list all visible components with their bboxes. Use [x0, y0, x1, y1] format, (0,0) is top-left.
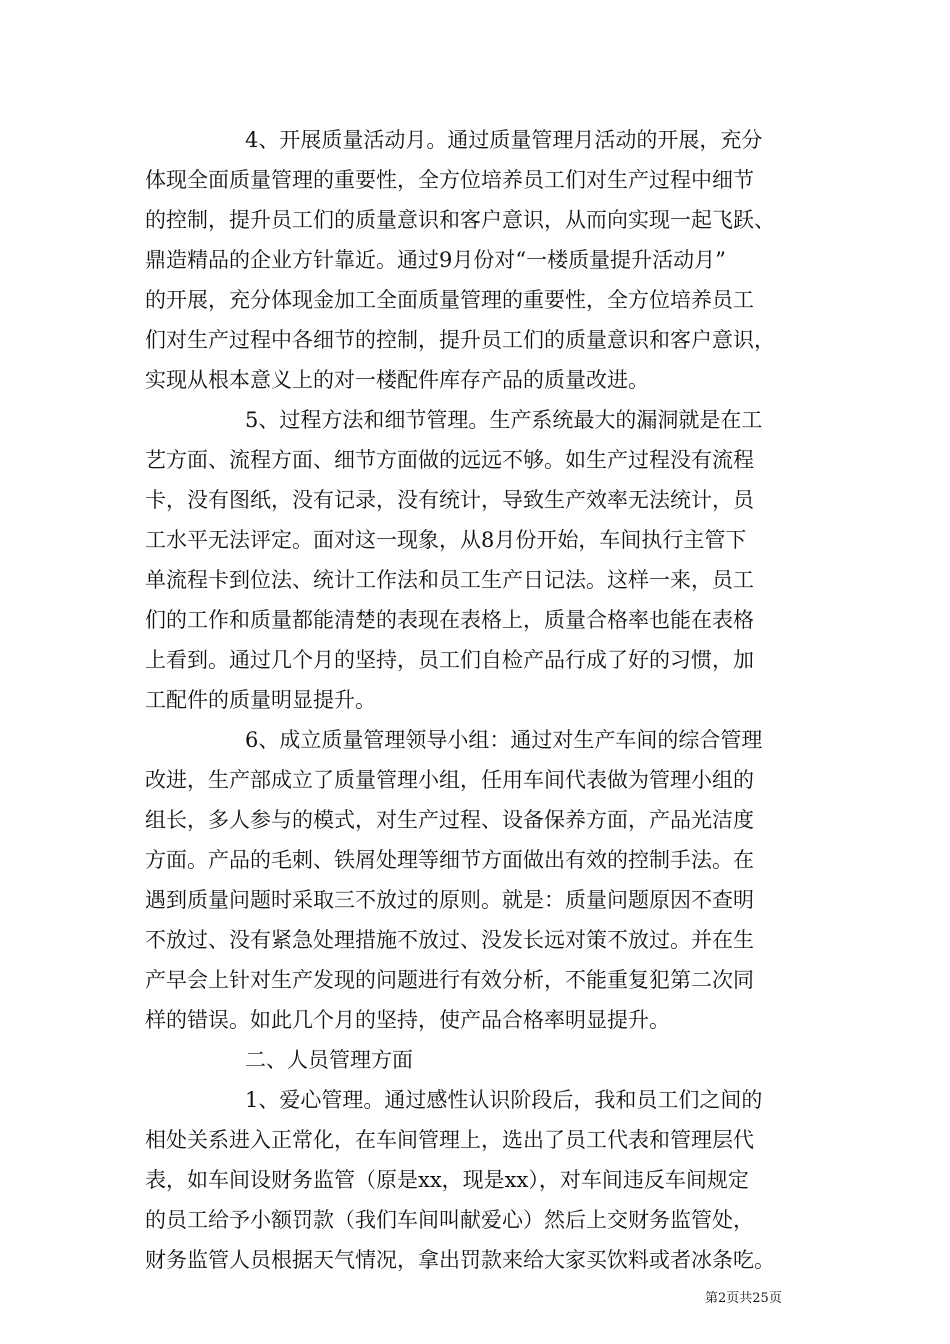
text-line: 样的错误。如此几个月的坚持，使产品合格率明显提升。 [145, 1008, 670, 1032]
text-line: 们对生产过程中各细节的控制，提升员工们的质量意识和客户意识， [145, 328, 775, 352]
text-line: 艺方面、流程方面、细节方面做的远远不够。如生产过程没有流程 [145, 448, 754, 472]
text-line: 上看到。通过几个月的坚持，员工们自检产品行成了好的习惯，加 [145, 648, 754, 672]
text-line: 的开展，充分体现金加工全面质量管理的重要性，全方位培养员工 [145, 288, 754, 312]
section-heading: 二、人员管理方面 [245, 1048, 413, 1072]
text-line: 表，如车间设财务监管（原是xx，现是xx），对车间违反车间规定 [145, 1168, 749, 1192]
text-line: 的员工给予小额罚款（我们车间叫献爱心）然后上交财务监管处， [145, 1208, 754, 1232]
text-line: 组长，多人参与的模式，对生产过程、设备保养方面，产品光洁度 [145, 808, 754, 832]
text-line: 5、过程方法和细节管理。生产系统最大的漏洞就是在工 [245, 408, 763, 432]
text-line: 改进，生产部成立了质量管理小组，任用车间代表做为管理小组的 [145, 768, 754, 792]
text-line: 们的工作和质量都能清楚的表现在表格上，质量合格率也能在表格 [145, 608, 754, 632]
text-line: 产早会上针对生产发现的问题进行有效分析，不能重复犯第二次同 [145, 968, 754, 992]
text-line: 卡，没有图纸，没有记录，没有统计，导致生产效率无法统计，员 [145, 488, 754, 512]
text-line: 6、成立质量管理领导小组：通过对生产车间的综合管理 [245, 728, 763, 752]
text-line: 工配件的质量明显提升。 [145, 688, 376, 712]
text-line: 方面。产品的毛刺、铁屑处理等细节方面做出有效的控制手法。在 [145, 848, 754, 872]
text-line: 的控制，提升员工们的质量意识和客户意识，从而向实现一起飞跃、 [145, 208, 775, 232]
page-number: 第2页共25页 [705, 1291, 782, 1306]
text-line: 单流程卡到位法、统计工作法和员工生产日记法。这样一来，员工 [145, 568, 754, 592]
text-line: 不放过、没有紧急处理措施不放过、没发长远对策不放过。并在生 [145, 928, 754, 952]
text-line: 遇到质量问题时采取三不放过的原则。就是：质量问题原因不查明 [145, 888, 754, 912]
text-line: 工水平无法评定。面对这一现象，从8月份开始，车间执行主管下 [145, 528, 747, 552]
text-line: 实现从根本意义上的对一楼配件库存产品的质量改进。 [145, 368, 649, 392]
text-line: 1、爱心管理。通过感性认识阶段后，我和员工们之间的 [245, 1088, 763, 1112]
text-line: 体现全面质量管理的重要性，全方位培养员工们对生产过程中细节 [145, 168, 754, 192]
text-line: 财务监管人员根据天气情况，拿出罚款来给大家买饮料或者冰条吃。 [145, 1248, 775, 1272]
text-line: 4、开展质量活动月。通过质量管理月活动的开展，充分 [245, 128, 763, 152]
text-line: 相处关系进入正常化，在车间管理上，选出了员工代表和管理层代 [145, 1128, 754, 1152]
text-line: 鼎造精品的企业方针靠近。通过9月份对“一楼质量提升活动月” [145, 248, 726, 272]
